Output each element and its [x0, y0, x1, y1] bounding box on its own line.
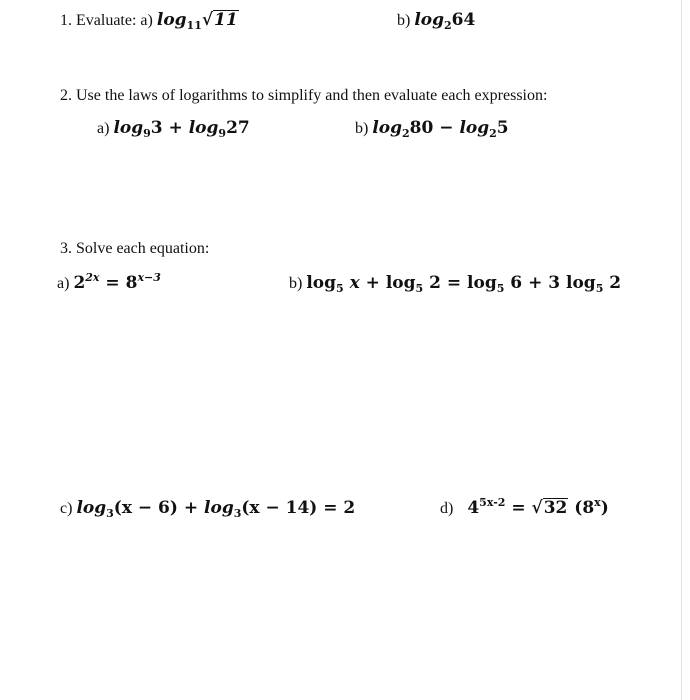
question-3a-label: a)	[57, 275, 70, 292]
question-2b-row	[355, 118, 509, 138]
question-3-row	[60, 240, 209, 258]
question-1b-row	[397, 10, 475, 30]
question-2b-expression: $\log_280 - \log_25$	[372, 118, 509, 140]
question-3c-expression: $\log_3(x - 6) + \log_3(x - 14) = 2$	[76, 498, 356, 520]
question-1-row	[60, 10, 239, 30]
question-3a-row	[57, 273, 161, 293]
question-3d-row	[440, 498, 609, 518]
question-3d-expression: $4^{5x-2} = √32$ (8$^x$)	[467, 496, 609, 518]
question-3b-row	[289, 273, 621, 293]
question-2-text: Use the laws of logarithms to simplify and then evaluate each expression:	[76, 87, 548, 104]
question-2b-label: b)	[355, 120, 369, 137]
question-3b-label: b)	[289, 275, 303, 292]
question-1b-expression: $\log_264$	[414, 10, 476, 32]
question-3d-label: d)	[440, 500, 454, 517]
question-1-number: 1.	[60, 12, 72, 29]
question-2a-expression: $\log_93 + \log_927$	[113, 118, 250, 140]
page-edge-divider	[681, 0, 682, 700]
question-2a-label: a)	[97, 120, 110, 137]
question-2a-row	[97, 118, 250, 138]
question-3-text: Solve each equation:	[76, 240, 210, 257]
question-3-number: 3.	[60, 240, 72, 257]
radical: √11	[201, 10, 238, 30]
question-3b-expression: $\log_5 x + \log_5 2 = \log_5 6 + 3$ $\log_5 2$	[306, 273, 622, 295]
question-1a-expression: $\log_{11}√11$	[156, 10, 238, 32]
question-2-row	[60, 87, 547, 105]
question-1a-label: a)	[140, 12, 153, 29]
question-3a-expression: $2^{2x} = 8^{x-3}$	[73, 271, 161, 293]
question-3c-row	[60, 498, 355, 518]
question-2-number: 2.	[60, 87, 72, 104]
question-1-text: Evaluate:	[76, 12, 137, 29]
radical: √32	[531, 498, 568, 518]
question-3c-label: c)	[60, 500, 73, 517]
question-1b-label: b)	[397, 12, 411, 29]
